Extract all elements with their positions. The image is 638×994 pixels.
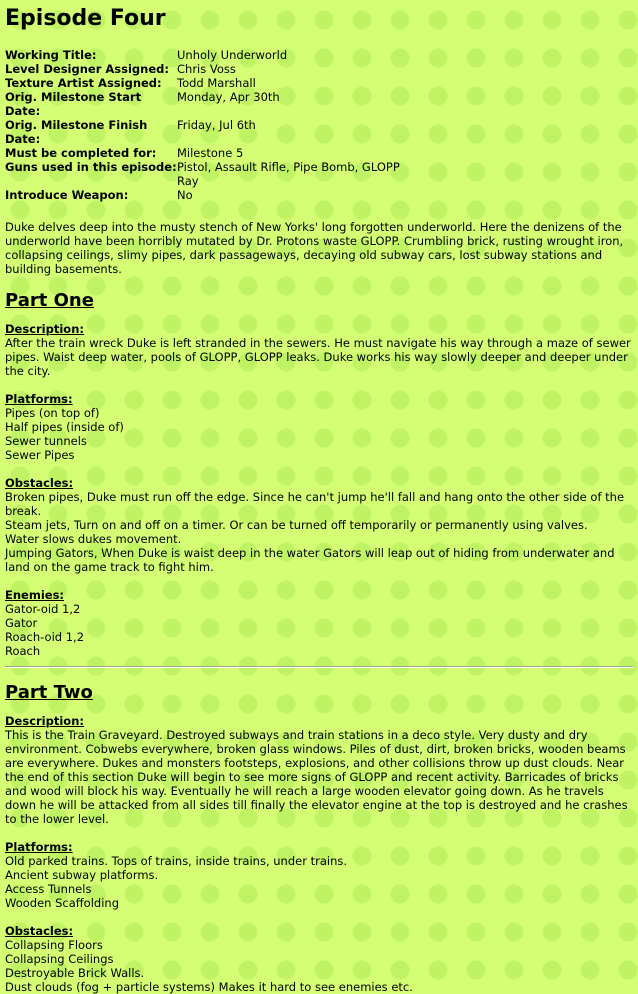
section-label: Description: xyxy=(5,714,84,728)
description-text: This is the Train Graveyard. Destroyed subways and train stations in a deco style. Very dusty and dry environment. Cobwebs everywhere, broken glass windows. Piles of dust, dirt, broken bricks, wooden beams are everywhere. Dukes and monsters footsteps, explosions, and other collisions throw up dust clouds. Near the end of this section Duke will begin to see more signs of GLOPP and recent activity. Barricades of bricks and wood will block his way. Eventually he will reach a large wooden elevator going down. As he travels down he will be attacked from all sides till finally the elevator engine at the top is destroyed and he crashes to the lower level. xyxy=(5,728,628,826)
section-label: Enemies: xyxy=(5,588,65,602)
part-two-obstacles-block xyxy=(5,924,633,994)
section-label: Obstacles: xyxy=(5,476,74,490)
list-item: Broken pipes, Duke must run off the edge. Since he can't jump he'll fall and hang onto the other side of the break. xyxy=(5,490,625,518)
list-item: Dust clouds (fog + particle systems) Makes it hard to see enemies etc. xyxy=(5,980,413,994)
part-one-description-block xyxy=(5,322,633,378)
list-item: Gator xyxy=(5,616,38,630)
list-item: Sewer tunnels xyxy=(5,434,87,448)
list-item: Destroyable Brick Walls. xyxy=(5,966,145,980)
info-value: No xyxy=(177,188,193,202)
info-label: Texture Artist Assigned: xyxy=(5,76,162,90)
info-value: Unholy Underworld xyxy=(177,48,288,62)
episode-info-table xyxy=(5,48,633,202)
info-value: Chris Voss xyxy=(177,62,236,76)
list-item: Pipes (on top of) xyxy=(5,406,100,420)
list-item: Access Tunnels xyxy=(5,882,92,896)
part-one-platforms-block xyxy=(5,392,633,462)
list-item: Roach-oid 1,2 xyxy=(5,630,85,644)
info-value: Todd Marshall xyxy=(177,76,256,90)
page-title: Episode Four xyxy=(5,6,166,31)
section-label: Description: xyxy=(5,322,84,336)
info-value: Pistol, Assault Rifle, Pipe Bomb, GLOPP Ray xyxy=(177,160,400,188)
part-two-platforms-block xyxy=(5,840,633,910)
episode-intro: Duke delves deep into the musty stench of New Yorks' long forgotten underworld. Here the denizens of the underworld have been horribly mutated by Dr. Protons waste GLOPP. Crumbling brick, rusting wrought iron, collapsing ceilings, slimy pipes, dark passageways, decaying old subway cars, lost subway stations and building basements. xyxy=(5,220,624,276)
info-label: Working Title: xyxy=(5,48,97,62)
list-item: Sewer Pipes xyxy=(5,448,75,462)
list-item: Jumping Gators, When Duke is waist deep in the water Gators will leap out of hiding from underwater and land on the game track to fight him. xyxy=(5,546,615,574)
list-item: Gator-oid 1,2 xyxy=(5,602,81,616)
list-item: Half pipes (inside of) xyxy=(5,420,124,434)
info-label: Orig. Milestone Start Date: xyxy=(5,90,142,118)
list-item: Collapsing Floors xyxy=(5,938,103,952)
section-label: Obstacles: xyxy=(5,924,74,938)
info-label: Must be completed for: xyxy=(5,146,157,160)
info-label: Guns used in this episode: xyxy=(5,160,177,174)
list-item: Steam jets, Turn on and off on a timer. Or can be turned off temporarily or permanently using valves. xyxy=(5,518,588,532)
info-label: Orig. Milestone Finish Date: xyxy=(5,118,148,146)
info-value: Friday, Jul 6th xyxy=(177,118,256,132)
list-item: Collapsing Ceilings xyxy=(5,952,114,966)
list-item: Old parked trains. Tops of trains, inside trains, under trains. xyxy=(5,854,348,868)
description-text: After the train wreck Duke is left stranded in the sewers. He must navigate his way through a maze of sewer pipes. Waist deep water, pools of GLOPP, GLOPP leaks. Duke works his way slowly deeper and deeper under the city. xyxy=(5,336,631,378)
list-item: Ancient subway platforms. xyxy=(5,868,159,882)
part-two-heading: Part Two xyxy=(5,682,93,703)
info-value: Monday, Apr 30th xyxy=(177,90,280,104)
part-two-description-block xyxy=(5,714,633,826)
info-value: Milestone 5 xyxy=(177,146,244,160)
list-item: Wooden Scaffolding xyxy=(5,896,119,910)
part-one-obstacles-block xyxy=(5,476,633,574)
part-one-heading: Part One xyxy=(5,290,94,311)
info-label: Introduce Weapon: xyxy=(5,188,129,202)
info-label: Level Designer Assigned: xyxy=(5,62,169,76)
part-one-enemies-block xyxy=(5,588,633,658)
section-divider xyxy=(5,666,633,668)
list-item: Roach xyxy=(5,644,41,658)
section-label: Platforms: xyxy=(5,840,73,854)
section-label: Platforms: xyxy=(5,392,73,406)
list-item: Water slows dukes movement. xyxy=(5,532,182,546)
